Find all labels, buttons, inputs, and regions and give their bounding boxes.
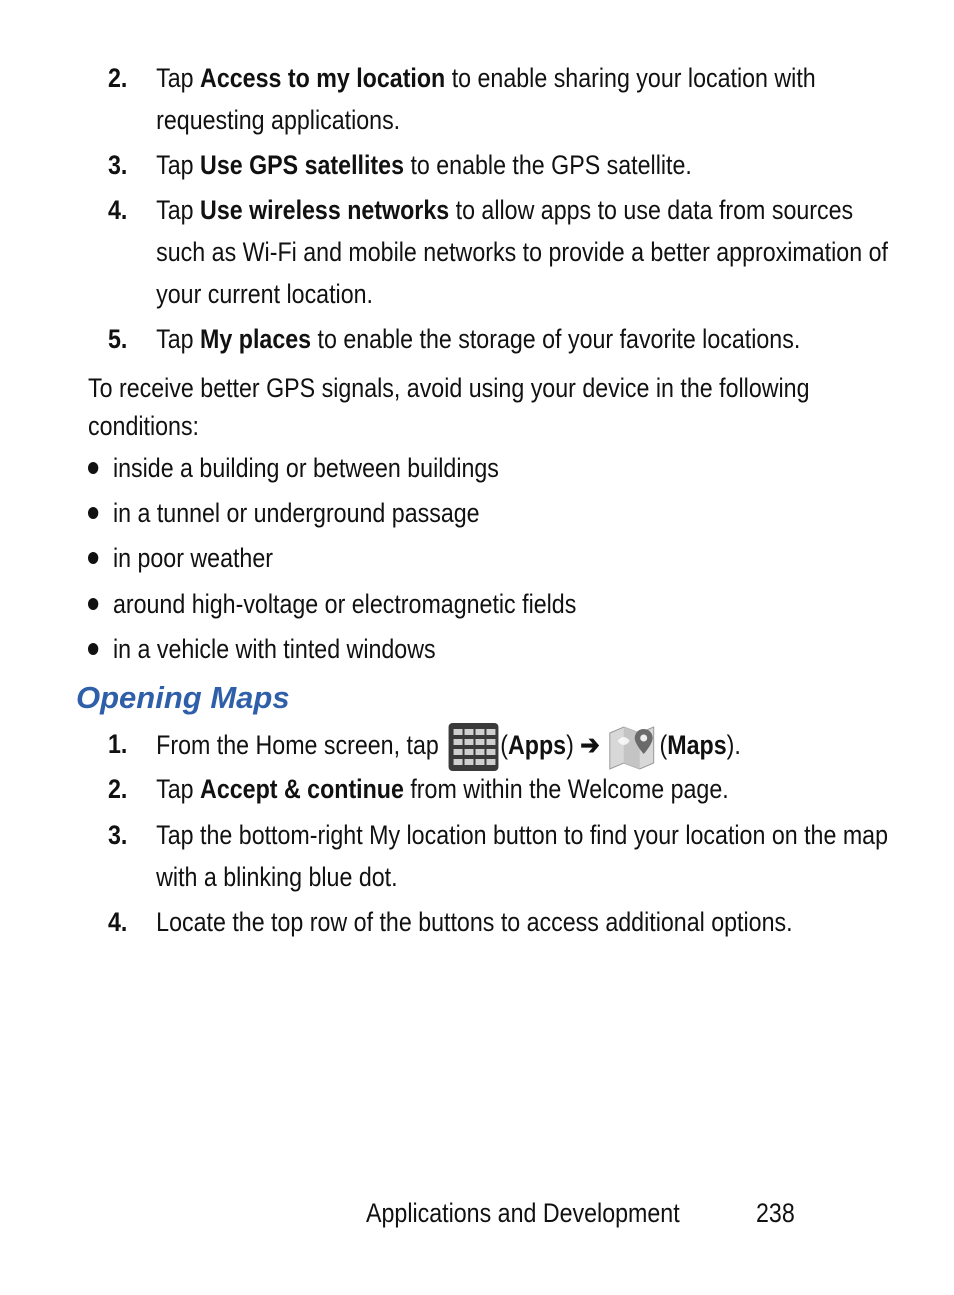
step-text: Locate the top row of the buttons to access additional options. (156, 907, 793, 937)
step-bold: Accept & continue (200, 774, 404, 804)
bullet-text: in poor weather (112, 543, 274, 573)
bullet-text: inside a building or between buildings (112, 453, 499, 483)
step-post: to allow apps to use data from sources such as Wi-Fi and mobile networks to provide a better approximation of your current location. (156, 195, 888, 309)
step-text: From the Home screen, tap (Apps) ➔ (Maps). (156, 723, 904, 771)
bullet-dot (88, 552, 98, 564)
apps-label: Apps (508, 730, 567, 761)
footer-section-title: Applications and Development (366, 1198, 680, 1228)
arrow-icon: ➔ (580, 730, 600, 761)
maps-icon (608, 723, 656, 771)
step-number: 4. (108, 195, 128, 225)
maps-label: Maps (667, 730, 727, 761)
step-number: 1. (108, 729, 128, 759)
apps-grid-icon (449, 723, 499, 771)
bullet-text: in a vehicle with tinted windows (112, 634, 436, 664)
step-pre: Tap (156, 63, 201, 93)
step-pre: Tap (156, 324, 201, 354)
step-end: . (734, 730, 741, 761)
step-post: to enable the storage of your favorite locations. (311, 324, 801, 354)
step-number: 3. (108, 820, 128, 850)
step-text (156, 57, 904, 141)
bullet-text: around high-voltage or electromagnetic fields (112, 589, 577, 619)
step-pre: Tap (156, 195, 201, 225)
step-number: 3. (108, 150, 128, 180)
step-number: 5. (108, 324, 128, 354)
gps-conditions-intro: To receive better GPS signals, avoid using your device in the following conditions: (88, 373, 810, 441)
step-text (156, 189, 904, 315)
step-text (156, 144, 904, 186)
bullet-dot (88, 598, 98, 610)
step-post: from within the Welcome page. (403, 774, 729, 804)
section-heading: Opening Maps (76, 680, 290, 715)
step-bold: My places (200, 324, 312, 354)
step-bold: Access to my location (200, 63, 446, 93)
bullet-dot (88, 507, 98, 519)
step-number: 2. (108, 774, 128, 804)
bullet-dot (88, 643, 98, 655)
bullet-dot (88, 462, 98, 474)
step-pre: From the Home screen, tap (156, 730, 439, 761)
step-post: to enable sharing your location with requesting applications. (156, 63, 816, 135)
page-number: 238 (756, 1198, 795, 1228)
step-text (156, 318, 904, 360)
bullet-text: in a tunnel or underground passage (112, 498, 480, 528)
step-bold: Use wireless networks (200, 195, 450, 225)
step-post: to enable the GPS satellite. (403, 150, 692, 180)
step-text (156, 768, 904, 810)
step-pre: Tap (156, 150, 201, 180)
step-number: 2. (108, 63, 128, 93)
step-bold: Use GPS satellites (200, 150, 404, 180)
step-pre: Tap (156, 774, 201, 804)
step-number: 4. (108, 907, 128, 937)
step-text: Tap the bottom-right My location button to find your location on the map with a blinking blue dot. (156, 820, 889, 892)
